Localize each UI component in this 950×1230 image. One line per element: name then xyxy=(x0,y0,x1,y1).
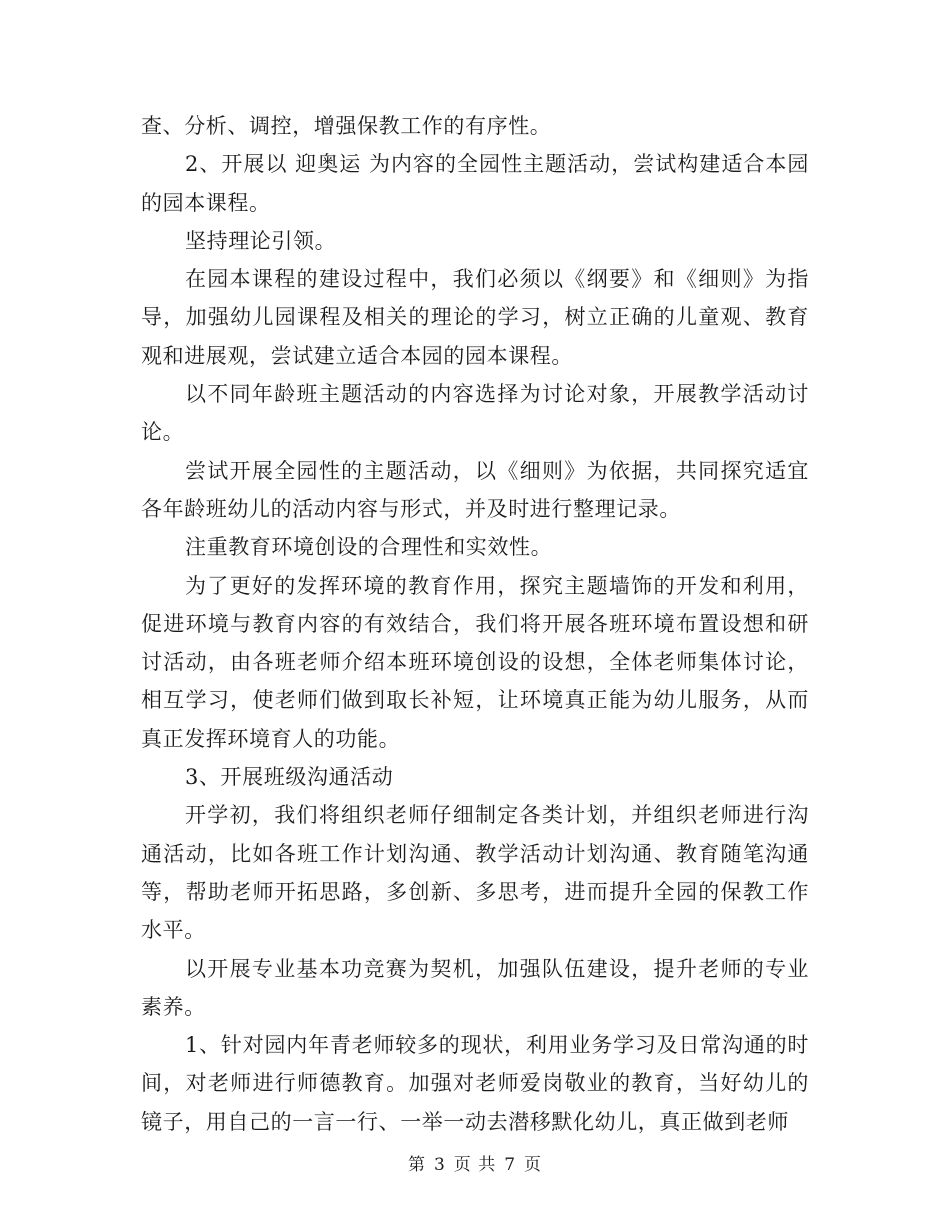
footer-middle: 页 共 xyxy=(453,1155,497,1175)
page-footer xyxy=(0,1150,950,1175)
footer-suffix: 页 xyxy=(524,1155,543,1175)
paragraph-1: 查、分析、调控，增强保教工作的有序性。 xyxy=(141,114,552,138)
footer-total-pages: 7 xyxy=(504,1155,517,1175)
paragraph-10: 开学初，我们将组织老师仔细制定各类计划，并组织老师进行沟通活动，比如各班工作计划沟通、教学活动计划沟通、教育随笔沟通等，帮助老师开拓思路，多创新、多思考，进而提升全园的保教工作水平。 xyxy=(141,803,809,943)
paragraph-3: 坚持理论引领。 xyxy=(185,228,337,253)
paragraph-8: 为了更好的发挥环境的教育作用，探究主题墙饰的开发和利用，促进环境与教育内容的有效结合，我们将开展各班环境布置设想和研讨活动，由各班老师介绍本班环境创设的设想，全体老师集体讨论，相互学习，使老师们做到取长补短，让环境真正能为幼儿服务，从而真正发挥环境育人的功能。 xyxy=(141,573,809,751)
footer-current-page: 3 xyxy=(433,1155,446,1175)
footer-prefix: 第 xyxy=(407,1155,426,1175)
paragraph-12: 1、针对园内年青老师较多的现状，利用业务学习及日常沟通的时间，对老师进行师德教育。加强对老师爱岗敬业的教育，当好幼儿的镜子，用自己的一言一行、一举一动去潜移默化幼儿，真正做到老师 xyxy=(141,1033,809,1134)
paragraph-11: 以开展专业基本功竞赛为契机，加强队伍建设，提升老师的专业素养。 xyxy=(141,956,809,1019)
document-body xyxy=(141,107,809,1141)
paragraph-7: 注重教育环境创设的合理性和实效性。 xyxy=(185,535,553,560)
paragraph-9: 3、开展班级沟通活动 xyxy=(185,765,394,790)
paragraph-4: 在园本课程的建设过程中，我们必须以《纲要》和《细则》为指导，加强幼儿园课程及相关的理论的学习，树立正确的儿童观、教育观和进展观，尝试建立适合本园的园本课程。 xyxy=(141,267,809,368)
paragraph-6: 尝试开展全园性的主题活动，以《细则》为依据，共同探究适宜各年龄班幼儿的活动内容与形式，并及时进行整理记录。 xyxy=(141,458,809,521)
paragraph-2: 2、开展以 迎奥运 为内容的全园性主题活动，尝试构建适合本园的园本课程。 xyxy=(141,152,809,215)
paragraph-5: 以不同年龄班主题活动的内容选择为讨论对象，开展教学活动讨论。 xyxy=(141,382,809,445)
